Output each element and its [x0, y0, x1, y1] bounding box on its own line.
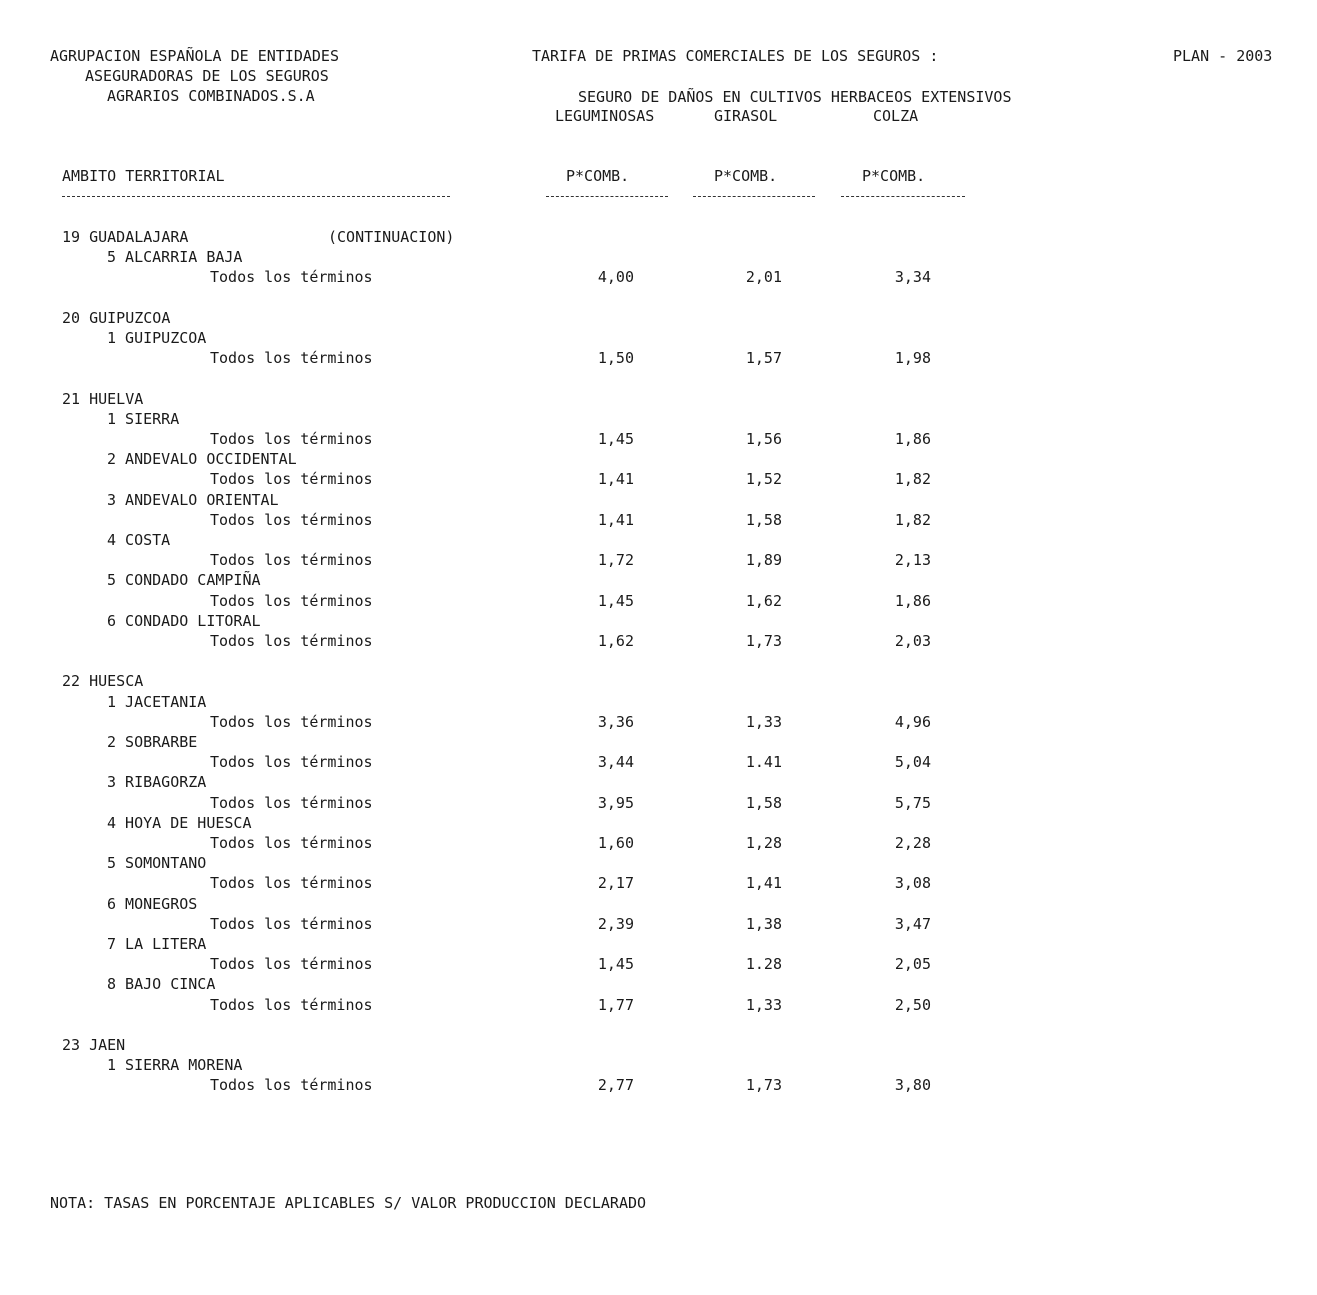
value-girasol: 1.41	[745, 753, 782, 772]
province-name: 19 GUADALAJARA	[62, 228, 189, 246]
divider-col2	[693, 196, 815, 197]
comarca-name: 2 ANDEVALO OCCIDENTAL	[107, 450, 297, 469]
terms-label: Todos los términos	[210, 712, 373, 731]
comarca-name: 6 MONEGROS	[107, 894, 198, 913]
comarca-name: 3 RIBAGORZA	[107, 773, 207, 792]
comarca-name: 5 SOMONTANO	[107, 854, 207, 873]
divider-col1	[546, 196, 668, 197]
value-colza: 2,13	[894, 551, 931, 570]
pcomb-header-2: P*COMB.	[714, 167, 778, 185]
value-leguminosas: 1,62	[597, 632, 634, 650]
value-colza: 1,82	[894, 510, 931, 529]
province-name: 22 HUESCA	[62, 672, 144, 691]
terms-label: Todos los términos	[210, 430, 373, 448]
divider-col3	[841, 196, 965, 197]
crop-girasol: GIRASOL	[714, 107, 778, 125]
value-colza: 3,80	[894, 1076, 931, 1095]
province-name: 20 GUIPUZCOA	[62, 308, 171, 327]
value-girasol: 1,28	[745, 834, 782, 852]
value-colza: 2,50	[894, 995, 931, 1014]
org-name-line3: AGRARIOS COMBINADOS.S.A	[107, 87, 315, 105]
terms-label: Todos los términos	[210, 470, 373, 489]
province-name: 23 JAEN	[62, 1036, 126, 1054]
comarca-name: 8 BAJO CINCA	[107, 975, 216, 994]
value-girasol: 1.28	[745, 955, 782, 974]
value-girasol: 1,38	[745, 914, 782, 933]
tarifa-title: TARIFA DE PRIMAS COMERCIALES DE LOS SEGUROS :	[532, 47, 939, 65]
org-name-line2: ASEGURADORAS DE LOS SEGUROS	[85, 67, 329, 85]
comarca-name: 4 HOYA DE HUESCA	[107, 813, 252, 832]
crop-colza: COLZA	[873, 107, 919, 125]
value-colza: 3,47	[894, 914, 931, 933]
value-girasol: 2,01	[745, 268, 782, 287]
terms-label: Todos los términos	[210, 955, 373, 974]
value-leguminosas: 1,72	[597, 551, 634, 570]
terms-label: Todos los términos	[210, 753, 373, 772]
value-girasol: 1,33	[745, 995, 782, 1014]
value-girasol: 1,56	[745, 430, 782, 448]
pcomb-header-1: P*COMB.	[566, 167, 630, 185]
comarca-name: 5 ALCARRIA BAJA	[107, 248, 243, 267]
terms-label: Todos los términos	[210, 1076, 373, 1095]
value-leguminosas: 3,36	[597, 712, 634, 731]
value-colza: 1,82	[894, 470, 931, 489]
value-colza: 1,86	[894, 591, 931, 610]
value-girasol: 1,58	[745, 510, 782, 529]
value-girasol: 1,41	[745, 874, 782, 893]
terms-label: Todos los términos	[210, 349, 373, 368]
value-colza: 2,03	[894, 632, 931, 650]
seguro-title: SEGURO DE DAÑOS EN CULTIVOS HERBACEOS EXTENSIVOS	[578, 88, 1012, 106]
value-girasol: 1,52	[745, 470, 782, 489]
terms-label: Todos los términos	[210, 995, 373, 1014]
value-leguminosas: 3,95	[597, 793, 634, 812]
value-colza: 3,08	[894, 874, 931, 893]
comarca-name: 1 SIERRA MORENA	[107, 1056, 243, 1075]
comarca-name: 1 JACETANIA	[107, 692, 207, 711]
value-colza: 4,96	[894, 712, 931, 731]
value-colza: 1,86	[894, 430, 931, 448]
province-name: 21 HUELVA	[62, 389, 144, 408]
value-leguminosas: 4,00	[597, 268, 634, 287]
org-name-line1: AGRUPACION ESPAÑOLA DE ENTIDADES	[50, 47, 339, 65]
terms-label: Todos los términos	[210, 914, 373, 933]
comarca-name: 3 ANDEVALO ORIENTAL	[107, 490, 279, 509]
comarca-name: 4 COSTA	[107, 531, 171, 549]
terms-label: Todos los términos	[210, 268, 373, 287]
terms-label: Todos los términos	[210, 793, 373, 812]
plan-label: PLAN - 2003	[1173, 47, 1273, 65]
value-girasol: 1,58	[745, 793, 782, 812]
divider-ambito	[62, 196, 450, 197]
value-girasol: 1,33	[745, 712, 782, 731]
value-leguminosas: 2,39	[597, 914, 634, 933]
value-colza: 1,98	[894, 349, 931, 368]
value-leguminosas: 2,77	[597, 1076, 634, 1095]
terms-label: Todos los términos	[210, 591, 373, 610]
value-girasol: 1,57	[745, 349, 782, 368]
value-colza: 2,05	[894, 955, 931, 974]
value-leguminosas: 1,45	[597, 430, 634, 448]
value-girasol: 1,62	[745, 591, 782, 610]
value-leguminosas: 1,50	[597, 349, 634, 368]
value-girasol: 1,89	[745, 551, 782, 570]
value-leguminosas: 1,41	[597, 470, 634, 489]
comarca-name: 2 SOBRARBE	[107, 733, 198, 751]
value-leguminosas: 1,45	[597, 955, 634, 974]
value-colza: 5,75	[894, 793, 931, 812]
value-colza: 2,28	[894, 834, 931, 852]
value-girasol: 1,73	[745, 1076, 782, 1095]
value-leguminosas: 1,45	[597, 591, 634, 610]
value-leguminosas: 1,41	[597, 510, 634, 529]
crop-leguminosas: LEGUMINOSAS	[555, 107, 655, 125]
comarca-name: 5 CONDADO CAMPIÑA	[107, 571, 261, 590]
ambito-header: AMBITO TERRITORIAL	[62, 167, 225, 185]
terms-label: Todos los términos	[210, 551, 373, 570]
comarca-name: 1 GUIPUZCOA	[107, 329, 207, 347]
terms-label: Todos los términos	[210, 510, 373, 529]
terms-label: Todos los términos	[210, 874, 373, 893]
pcomb-header-3: P*COMB.	[862, 167, 926, 185]
footer-note: NOTA: TASAS EN PORCENTAJE APLICABLES S/ VALOR PRODUCCION DECLARADO	[50, 1194, 647, 1212]
value-leguminosas: 3,44	[597, 753, 634, 772]
comarca-name: 1 SIERRA	[107, 409, 180, 428]
value-girasol: 1,73	[745, 632, 782, 650]
continuation-note: (CONTINUACION)	[328, 228, 455, 246]
value-leguminosas: 1,60	[597, 834, 634, 852]
comarca-name: 7 LA LITERA	[107, 935, 207, 953]
value-colza: 5,04	[894, 753, 931, 772]
terms-label: Todos los términos	[210, 834, 373, 852]
value-leguminosas: 1,77	[597, 995, 634, 1014]
value-colza: 3,34	[894, 268, 931, 287]
terms-label: Todos los términos	[210, 632, 373, 650]
value-leguminosas: 2,17	[597, 874, 634, 893]
comarca-name: 6 CONDADO LITORAL	[107, 611, 261, 630]
